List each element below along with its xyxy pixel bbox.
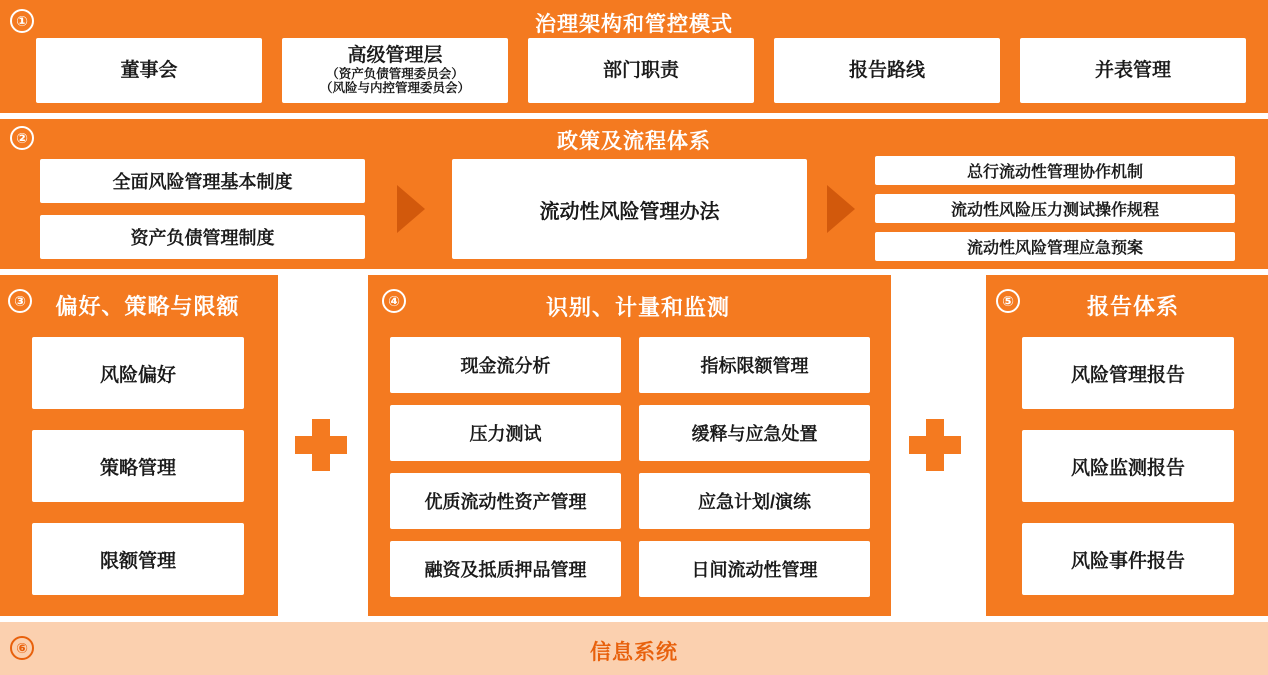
box-label: 资产负债管理制度 (130, 228, 275, 248)
box-overall-risk-basic-policy[interactable] (40, 159, 365, 203)
box-consolidated-management[interactable] (1020, 38, 1246, 103)
box-label: 现金流分析 (460, 356, 551, 376)
box-label: 流动性风险管理应急预案 (966, 240, 1143, 257)
box-label: 风险事件报告 (1070, 550, 1185, 572)
box-label: 总行流动性管理协作机制 (966, 164, 1143, 181)
plus-icon-1 (295, 419, 347, 471)
box-label: 应急计划/演练 (697, 492, 811, 512)
box-label: 优质流动性资产管理 (424, 492, 587, 512)
section-3-box-column (32, 337, 244, 595)
box-reporting-line[interactable] (774, 38, 1000, 103)
box-sublabel-2: （风险与内控管理委员会） (319, 81, 470, 96)
box-liquidity-stress-test-procedure[interactable] (875, 194, 1235, 223)
section-3-title: 偏好、策略与限额 (55, 294, 240, 319)
box-label: 风险监测报告 (1070, 457, 1185, 479)
box-label: 全面风险管理基本制度 (112, 172, 293, 192)
section-2-title: 政策及流程体系 (557, 130, 711, 153)
section-2-middle-group (452, 159, 807, 259)
box-asset-liability-policy[interactable] (40, 215, 365, 259)
box-label: 董事会 (120, 59, 178, 81)
section-information-system (0, 622, 1268, 675)
box-label: 指标限额管理 (700, 356, 809, 376)
section-1-number: ① (10, 9, 34, 33)
box-board-of-directors[interactable] (36, 38, 262, 103)
box-risk-monitoring-report[interactable] (1022, 430, 1234, 502)
box-label: 日间流动性管理 (691, 560, 818, 580)
box-senior-management[interactable] (282, 38, 508, 103)
section-4-number: ④ (382, 289, 406, 313)
box-department-duties[interactable] (528, 38, 754, 103)
arrow-right-icon-1 (397, 185, 425, 233)
box-liquidity-risk-management-measures[interactable] (452, 159, 807, 259)
section-reporting-system (986, 275, 1268, 616)
section-2-number: ② (10, 126, 34, 150)
section-preference-strategy-limit (0, 275, 278, 616)
section-policy-process-system (0, 119, 1268, 269)
box-financing-collateral-management[interactable] (390, 541, 621, 597)
box-mitigation-and-emergency[interactable] (639, 405, 870, 461)
section-6-title: 信息系统 (590, 641, 678, 664)
box-limit-management[interactable] (32, 523, 244, 595)
box-label: 流动性风险管理办法 (539, 200, 720, 223)
box-liquidity-contingency-plan[interactable] (875, 232, 1235, 261)
box-risk-event-report[interactable] (1022, 523, 1234, 595)
section-1-title: 治理架构和管控模式 (535, 13, 733, 36)
section-5-title: 报告体系 (1086, 294, 1179, 319)
section-3-number: ③ (8, 289, 32, 313)
box-label: 压力测试 (469, 424, 542, 444)
box-sublabel-1: （资产负债管理委员会） (326, 67, 464, 82)
box-label: 限额管理 (99, 550, 176, 572)
box-hqla-management[interactable] (390, 473, 621, 529)
box-label: 风险偏好 (99, 364, 176, 386)
section-2-right-group (875, 156, 1235, 261)
box-label: 高级管理层 (347, 45, 443, 67)
section-identify-measure-monitor (368, 275, 891, 616)
box-label: 缓释与应急处置 (691, 424, 818, 444)
box-label: 报告路线 (848, 59, 925, 81)
box-stress-test[interactable] (390, 405, 621, 461)
section-5-box-column (1022, 337, 1234, 595)
arrow-right-icon-2 (827, 185, 855, 233)
section-4-title: 识别、计量和监测 (545, 295, 730, 320)
box-label: 风险管理报告 (1070, 364, 1185, 386)
box-intraday-liquidity-management[interactable] (639, 541, 870, 597)
box-risk-management-report[interactable] (1022, 337, 1234, 409)
section-governance-structure (0, 0, 1268, 113)
box-indicator-limit-management[interactable] (639, 337, 870, 393)
plus-icon-2 (909, 419, 961, 471)
box-strategy-management[interactable] (32, 430, 244, 502)
box-label: 融资及抵质押品管理 (424, 560, 587, 580)
box-contingency-plan-drill[interactable] (639, 473, 870, 529)
box-label: 策略管理 (99, 457, 176, 479)
box-hq-liquidity-cooperation-mechanism[interactable] (875, 156, 1235, 185)
box-label: 流动性风险压力测试操作规程 (950, 202, 1159, 219)
box-cashflow-analysis[interactable] (390, 337, 621, 393)
box-label: 部门职责 (602, 59, 679, 81)
section-1-box-row (36, 38, 1246, 103)
box-label: 并表管理 (1094, 59, 1171, 81)
section-5-number: ⑤ (996, 289, 1020, 313)
section-4-box-grid (390, 337, 870, 597)
box-risk-appetite[interactable] (32, 337, 244, 409)
section-6-number: ⑥ (10, 636, 34, 660)
section-2-left-group (40, 159, 365, 259)
